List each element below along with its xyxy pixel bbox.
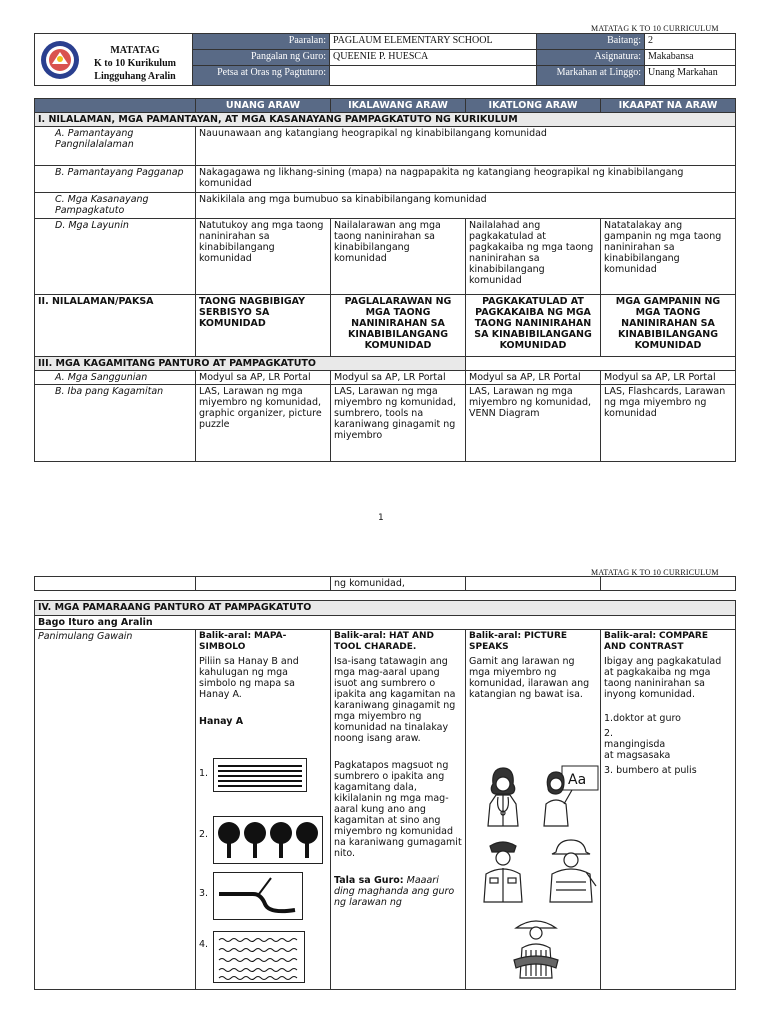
guro-label: Pangalan ng Guro:: [193, 50, 330, 66]
sanggunian-day-4: Modyul sa AP, LR Portal: [601, 371, 736, 385]
section-3-title: III. MGA KAGAMITANG PANTURO AT PAMPAGKATUTO: [35, 357, 466, 371]
police-illustration-icon: [476, 838, 530, 904]
forest-symbol-icon: [213, 816, 323, 864]
kagamitan-day-2: LAS, Larawan ng mga miyembro ng komunidad, sumbrero, tools na karaniwang ginagamit ng miyembro: [331, 385, 466, 462]
panimula-day-1: [196, 630, 331, 990]
asignatura-label: Asignatura:: [537, 50, 645, 66]
river-symbol-icon: [213, 872, 303, 920]
panimulang-gawain-label: Panimulang Gawain: [35, 630, 196, 990]
panimula-day-2: [331, 630, 466, 990]
day4-body: Ibigay ang pagkakatulad at pagkakaiba ng mga taong naninirahan sa inyong komunidad.: [604, 656, 722, 700]
pamantayang-pagganap-value: Nakagagawa ng likhang-sining (mapa) na nagpapakita ng katangiang heograpikal ng kinabibilangang komunidad: [196, 166, 736, 193]
petsa-value: [330, 66, 537, 86]
firefighter-illustration-icon: [542, 838, 600, 904]
header-title-2: K to 10 Kurikulum: [94, 58, 176, 69]
day2-paragraph-1: Isa-isang tatawagin ang mga mag-aaral upang isuot ang sumbrero o ipakita ang kagamitan na karaniwang ginagamit ng mga miyembro ng komunidad na tinalakay noong isang araw.: [334, 656, 456, 744]
nilalaman-day-4: MGA GAMPANIN NG MGA TAONG NANINIRAHAN SA KINABIBILANGANG KOMUNIDAD: [601, 295, 736, 357]
panimula-day-3: [466, 630, 601, 990]
layunin-day-4: Natatalakay ang gampanin ng mga taong naninirahan sa kinabibilangang komunidad: [601, 219, 736, 295]
railroad-symbol-icon: [213, 758, 307, 792]
markahan-value: Unang Markahan: [645, 66, 736, 86]
day2-tala-label: Tala sa Guro:: [334, 875, 404, 886]
section-4-title: IV. MGA PAMARAANG PANTURO AT PAMPAGKATUTO: [35, 601, 736, 616]
kasanayang-pampagkatuto-value: Nakikilala ang mga bumubuo sa kinabibilangang komunidad: [196, 193, 736, 219]
sea-symbol-icon: [213, 931, 305, 983]
day2-paragraph-2: Pagkatapos magsuot ng sumbrero o ipakita ang kagamitang dala, kikilalanin ng mga mag-aaral kung ano ang kagamitan at sino ang miyembro ng komunidad na karaniwang gumagamit nito.: [334, 760, 462, 859]
header-table: [34, 33, 736, 86]
day1-item-1: 1.: [199, 768, 209, 779]
layunin-label: D. Mga Layunin: [35, 219, 196, 295]
section-1-title: I. NILALAMAN, MGA PAMANTAYAN, AT MGA KASANAYANG PAMPAGKATUTO NG KURIKULUM: [35, 113, 736, 127]
iba-pang-kagamitan-label: B. Iba pang Kagamitan: [35, 385, 196, 462]
continuation-text: ng komunidad,: [331, 577, 466, 591]
layunin-day-2: Nailalarawan ang mga taong naninirahan sa kinabibilangang komunidad: [331, 219, 466, 295]
day4-title: COMPARE AND CONTRAST: [604, 631, 708, 652]
day4-item-1: 1.doktor at guro: [604, 713, 681, 724]
baitang-value: 2: [645, 34, 736, 50]
day4-item-2: 2. mangingisda at magsasaka: [604, 728, 671, 761]
board-text: Aa: [568, 772, 587, 788]
day3-prefix: Balik-aral:: [469, 631, 522, 641]
day3-title: PICTURE SPEAKS: [469, 631, 568, 652]
sanggunian-day-3: Modyul sa AP, LR Portal: [466, 371, 601, 385]
baitang-label: Baitang:: [537, 34, 645, 50]
layunin-day-3: Nailalahad ang pagkakatulad at pagkakaiba ng mga taong naninirahan sa kinabibilangang komunidad: [466, 219, 601, 295]
day1-body: Piliin sa Hanay B and kahulugan ng mga simbolo ng mapa sa Hanay A.: [199, 656, 299, 700]
kagamitan-day-1: LAS, Larawan ng mga miyembro ng komunidad, graphic organizer, picture puzzle: [196, 385, 331, 462]
day2-prefix: Balik-aral:: [334, 631, 387, 641]
sanggunian-day-1: Modyul sa AP, LR Portal: [196, 371, 331, 385]
header-title-3: Lingguhang Aralin: [94, 71, 176, 82]
pamantayang-pangnilalaman-label: A. Pamantayang Pangnilalalaman: [35, 127, 196, 166]
day1-item-2: 2.: [199, 829, 209, 840]
paaralan-label: Paaralan:: [193, 34, 330, 50]
doctor-illustration-icon: [476, 764, 530, 828]
nilalaman-day-3: PAGKAKATULAD AT PAGKAKAIBA NG MGA TAONG NANINIRAHAN SA KINABIBILANGANG KOMUNIDAD: [466, 295, 601, 357]
day1-prefix: Balik-aral:: [199, 631, 252, 641]
header-title-1: MATATAG: [110, 45, 160, 56]
sanggunian-label: A. Mga Sanggunian: [35, 371, 196, 385]
kagamitan-day-4: LAS, Flashcards, Larawan ng mga miyembro ng komunidad: [601, 385, 736, 462]
day4-prefix: Balik-aral:: [604, 631, 657, 641]
pamaraan-table: [34, 600, 736, 990]
farmer-illustration-icon: [506, 916, 566, 980]
day1-hanay: Hanay A: [199, 716, 244, 727]
nilalaman-day-1: TAONG NAGBIBIGAY SERBISYO SA KOMUNIDAD: [196, 295, 331, 357]
sanggunian-day-2: Modyul sa AP, LR Portal: [331, 371, 466, 385]
day-header-2: IKALAWANG ARAW: [331, 99, 466, 113]
deped-seal-icon: [40, 40, 80, 80]
guro-value: QUEENIE P. HUESCA: [330, 50, 537, 66]
markahan-label: Markahan at Linggo:: [537, 66, 645, 86]
pamantayang-pangnilalaman-value: Nauunawaan ang katangiang heograpikal ng kinabibilangang komunidad: [196, 127, 736, 166]
day1-title: MAPA-SIMBOLO: [199, 631, 287, 652]
petsa-label: Petsa at Oras ng Pagtuturo:: [193, 66, 330, 86]
day-header-3: IKATLONG ARAW: [466, 99, 601, 113]
bago-ituro-label: Bago Ituro ang Aralin: [35, 616, 736, 630]
nilalaman-day-2: PAGLALARAWAN NG MGA TAONG NANINIRAHAN SA KINABIBILANGANG KOMUNIDAD: [331, 295, 466, 357]
paaralan-value: PAGLAUM ELEMENTARY SCHOOL: [330, 34, 537, 50]
teacher-illustration-icon: [542, 764, 600, 828]
lesson-plan-table: [34, 98, 736, 462]
day1-item-3: 3.: [199, 888, 209, 899]
pamantayang-pagganap-label: B. Pamantayang Pagganap: [35, 166, 196, 193]
nilalaman-label: II. NILALAMAN/PAKSA: [35, 295, 196, 357]
kasanayang-pampagkatuto-label: C. Mga Kasanayang Pampagkatuto: [35, 193, 196, 219]
day2-title: HAT AND TOOL CHARADE.: [334, 631, 435, 652]
day4-item-3: 3. bumbero at pulis: [604, 765, 697, 776]
day2-tala-body: Maaari ding maghanda ang guro ng larawan ng: [334, 875, 455, 908]
day3-body: Gamit ang larawan ng mga miyembro ng komunidad, ilarawan ang katangian ng bawat isa.: [469, 656, 590, 700]
day1-item-4: 4.: [199, 939, 209, 950]
day-header-1: UNANG ARAW: [196, 99, 331, 113]
day-header-4: IKAAPAT NA ARAW: [601, 99, 736, 113]
curriculum-tag-page-2: MATATAG K TO 10 CURRICULUM: [591, 568, 719, 577]
header-logo-cell: [35, 34, 193, 86]
asignatura-value: Makabansa: [645, 50, 736, 66]
panimula-day-4: [601, 630, 736, 990]
curriculum-tag: MATATAG K TO 10 CURRICULUM: [591, 24, 719, 33]
continuation-row: [34, 576, 736, 591]
page-number: 1: [378, 513, 384, 523]
layunin-day-1: Natutukoy ang mga taong naninirahan sa kinabibilangang komunidad: [196, 219, 331, 295]
kagamitan-day-3: LAS, Larawan ng mga miyembro ng komunidad, VENN Diagram: [466, 385, 601, 462]
